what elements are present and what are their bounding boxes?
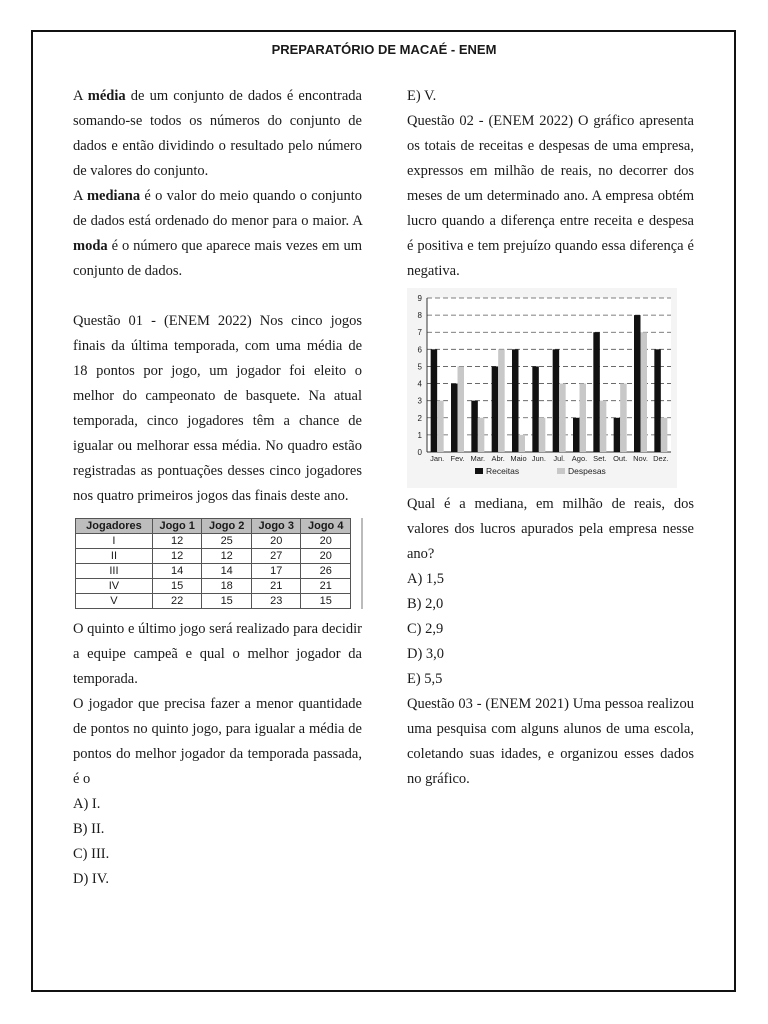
- bar-receitas: [451, 384, 458, 452]
- bar-receitas: [532, 366, 539, 452]
- x-tick-label: Set.: [593, 454, 607, 463]
- table-cell: 22: [152, 594, 202, 609]
- question-2-option[interactable]: B) 2,0: [407, 596, 444, 612]
- x-tick-label: Jan.: [430, 454, 445, 463]
- bar-receitas: [431, 349, 438, 452]
- y-tick-label: 9: [417, 294, 422, 303]
- x-tick-label: Jun.: [531, 454, 546, 463]
- question-2-option[interactable]: D) 3,0: [407, 646, 445, 662]
- media-term: média: [87, 88, 126, 104]
- question-1-statement: Questão 01 - (ENEM 2022) Nos cinco jogos finais da última temporada, com uma média de 18 pontos por jogo, um jogador foi eleito o melhor do campeonato de basquete. Na atual temporada, cinco jogadores têm a chance de igualar ou melhorar essa média. No quadro estão registradas as pontuações desses cinco jogadores nos quatro primeiros jogos das finais deste ano.: [73, 313, 362, 504]
- question-1-option[interactable]: B) II.: [73, 821, 105, 837]
- table-cell: 17: [251, 564, 301, 579]
- legend-label: Despesas: [568, 466, 606, 476]
- revenue-expense-chart: [407, 288, 677, 488]
- table-row: [76, 579, 351, 594]
- chart-svg: [407, 288, 677, 488]
- x-tick-label: Dez.: [653, 454, 669, 463]
- bar-despesas: [478, 418, 485, 452]
- x-tick-label: Jul.: [553, 454, 566, 463]
- table-cell: II: [76, 549, 153, 564]
- x-tick-label: Abr.: [491, 454, 505, 463]
- table-cell: I: [76, 534, 153, 549]
- table-cell: 20: [251, 534, 301, 549]
- table-cell: 20: [301, 534, 351, 549]
- table-row: [76, 594, 351, 609]
- bar-despesas: [519, 435, 526, 452]
- x-tick-label: Maio: [510, 454, 527, 463]
- y-tick-label: 2: [417, 413, 422, 423]
- table-row: [76, 549, 351, 564]
- scores-table: [75, 518, 351, 609]
- page-title: PREPARATÓRIO DE MACAÉ - ENEM: [271, 42, 497, 57]
- bar-receitas: [492, 366, 499, 452]
- bar-despesas: [641, 332, 648, 452]
- bar-despesas: [458, 366, 465, 452]
- question-3-statement: Questão 03 - (ENEM 2021) Uma pessoa realizou uma pesquisa com alguns alunos de uma escola, coletando suas idades, e organizou esses dados no gráfico.: [407, 696, 694, 787]
- x-tick-label: Ago.: [571, 454, 588, 463]
- question-2-option[interactable]: C) 2,9: [407, 621, 444, 637]
- mediana-term: mediana: [86, 188, 141, 204]
- table-cell: III: [76, 564, 153, 579]
- y-tick-label: 8: [417, 311, 422, 321]
- bar-despesas: [580, 384, 587, 452]
- bar-despesas: [539, 418, 546, 452]
- bar-despesas: [437, 401, 444, 452]
- y-tick-label: 0: [417, 448, 422, 457]
- question-1-prompt: O jogador que precisa fazer a menor quantidade de pontos no quinto jogo, para igualar a média de pontos do melhor jogador da temporada passada, é o: [73, 696, 362, 787]
- question-1-option[interactable]: D) IV.: [73, 871, 109, 887]
- x-tick-label: Fev.: [450, 454, 465, 463]
- bar-receitas: [614, 418, 621, 452]
- question-2-prompt: Qual é a mediana, em milhão de reais, dos valores dos lucros apurados pela empresa nesse ano?: [407, 496, 694, 562]
- y-tick-label: 5: [417, 362, 422, 372]
- question-2-statement: Questão 02 - (ENEM 2022) O gráfico apresenta os totais de receitas e despesas de uma empresa, expressos em milhão de reais, no decorrer dos meses de um determinado ano. A empresa obtém lucro quando a diferença entre receita e despesa é positiva e tem prejuízo quando essa diferença é negativa.: [407, 113, 694, 279]
- bar-despesas: [620, 384, 627, 452]
- bar-receitas: [654, 349, 661, 452]
- y-tick-label: 3: [417, 396, 422, 406]
- table-cell: 25: [202, 534, 252, 549]
- table-header-cell: Jogo 4: [301, 519, 351, 534]
- table-cell: IV: [76, 579, 153, 594]
- intro-median-mode-paragraph: A mediana é o valor do meio quando o conjunto de dados está ordenado do menor para o maior. A moda é o número que aparece mais vezes em um conjunto de dados.: [73, 188, 362, 279]
- table-cell: 12: [152, 534, 202, 549]
- bar-despesas: [661, 418, 668, 452]
- table-header-cell: Jogo 2: [202, 519, 252, 534]
- question-1-option[interactable]: C) III.: [73, 846, 110, 862]
- table-cell: 23: [251, 594, 301, 609]
- table-cell: V: [76, 594, 153, 609]
- bar-receitas: [553, 349, 560, 452]
- left-column: [73, 84, 362, 892]
- question-2-option[interactable]: A) 1,5: [407, 571, 445, 587]
- y-tick-label: 1: [417, 430, 422, 440]
- x-tick-label: Nov.: [633, 454, 648, 463]
- question-2-option[interactable]: E) 5,5: [407, 671, 443, 687]
- y-tick-label: 4: [417, 379, 422, 389]
- table-row: [76, 534, 351, 549]
- table-header-cell: Jogo 1: [152, 519, 202, 534]
- right-column: [407, 84, 694, 792]
- table-row: [76, 564, 351, 579]
- table-cell: 20: [301, 549, 351, 564]
- bar-despesas: [498, 349, 505, 452]
- moda-term: moda: [73, 238, 108, 254]
- table-cell: 14: [202, 564, 252, 579]
- bar-receitas: [593, 332, 600, 452]
- table-cell: 15: [152, 579, 202, 594]
- table-cell: 14: [152, 564, 202, 579]
- bar-despesas: [559, 384, 566, 452]
- question-1-context: O quinto e último jogo será realizado para decidir a equipe campeã e qual o melhor jogador da temporada.: [73, 621, 362, 687]
- table-cell: 26: [301, 564, 351, 579]
- table-cell: 15: [202, 594, 252, 609]
- y-tick-label: 6: [417, 345, 422, 355]
- question-1-option[interactable]: A) I.: [73, 796, 101, 812]
- bar-despesas: [600, 401, 607, 452]
- table-header-row: [76, 519, 351, 534]
- legend-label: Receitas: [486, 466, 520, 476]
- legend-swatch: [475, 468, 483, 474]
- bar-receitas: [573, 418, 580, 452]
- x-tick-label: Out.: [613, 454, 628, 463]
- x-tick-label: Mar.: [470, 454, 486, 463]
- table-cell: 27: [251, 549, 301, 564]
- table-cell: 12: [152, 549, 202, 564]
- table-cell: 21: [301, 579, 351, 594]
- bar-receitas: [634, 315, 641, 452]
- table-cell: 21: [251, 579, 301, 594]
- scores-table-container: [75, 518, 363, 609]
- bar-receitas: [471, 401, 478, 452]
- legend-swatch: [557, 468, 565, 474]
- bar-receitas: [512, 349, 519, 452]
- table-cell: 15: [301, 594, 351, 609]
- y-tick-label: 7: [417, 328, 422, 338]
- question-1-option[interactable]: E) V.: [407, 88, 437, 104]
- table-header-cell: Jogo 3: [251, 519, 301, 534]
- table-cell: 18: [202, 579, 252, 594]
- table-cell: 12: [202, 549, 252, 564]
- table-header-cell: Jogadores: [76, 519, 153, 534]
- intro-mean-paragraph: A média de um conjunto de dados é encontrada somando-se todos os números do conjunto de dados e então dividindo o resultado pelo número de valores do conjunto.: [73, 88, 362, 179]
